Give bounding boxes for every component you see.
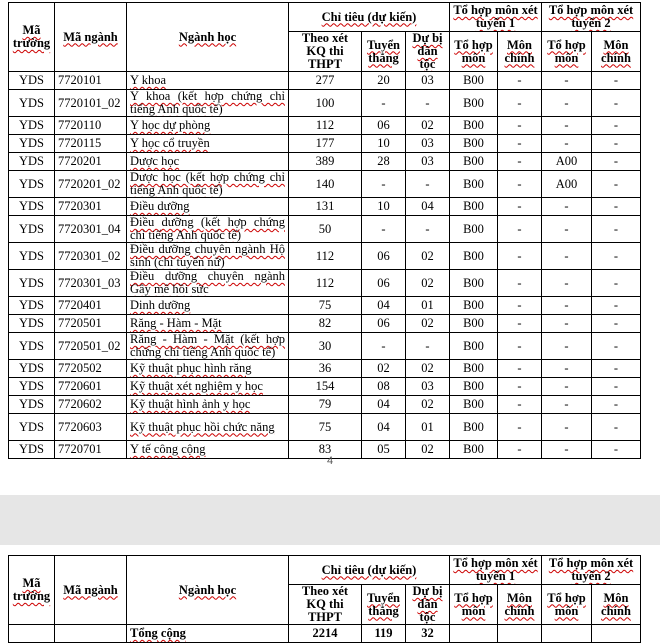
cell-thpt: 82	[289, 315, 362, 333]
cell-mon-chinh-2: -	[592, 117, 641, 135]
cell-tuyen-thang: 05	[362, 441, 406, 459]
cell-du-bi: -	[406, 90, 450, 117]
cell-du-bi: 02	[406, 315, 450, 333]
cell-to-hop-1: B00	[450, 243, 498, 270]
cell-ma-nganh: 7720601	[55, 378, 127, 396]
cell-truong: YDS	[9, 378, 55, 396]
cell-to-hop-2: -	[542, 396, 592, 414]
cell-tuyen-thang: -	[362, 333, 406, 360]
cell-nganh-hoc: Điều dưỡng chuyên ngành Hộ sinh (chỉ tuyển nữ)	[127, 243, 289, 270]
cell-thpt: 50	[289, 216, 362, 243]
cell-ma-nganh: 7720701	[55, 441, 127, 459]
cell-tuyen-thang: 04	[362, 297, 406, 315]
cell-thpt: 277	[289, 72, 362, 90]
header-ma-truong: Mã trường	[9, 3, 55, 72]
cell-mon-chinh-1: -	[498, 171, 542, 198]
cell-thpt: 177	[289, 135, 362, 153]
table-row	[9, 297, 641, 315]
cell-truong: YDS	[9, 243, 55, 270]
cell-nganh-hoc: Răng - Hàm - Mặt	[127, 315, 289, 333]
cell-tuyen-thang: -	[362, 216, 406, 243]
cell-to-hop-1: B00	[450, 135, 498, 153]
cell-truong: YDS	[9, 414, 55, 441]
cell-ma-nganh: 7720301_04	[55, 216, 127, 243]
cell-mon-chinh-2: -	[592, 414, 641, 441]
table-row	[9, 198, 641, 216]
cell-mon-chinh-1: -	[498, 414, 542, 441]
cell-nganh-hoc: Y học dự phòng	[127, 117, 289, 135]
header-mon-chinh-2: Môn chính	[592, 585, 641, 625]
cell-tuyen-thang: 06	[362, 243, 406, 270]
cell-truong: YDS	[9, 171, 55, 198]
header-nganh-hoc: Ngành học	[127, 3, 289, 72]
header-tuyen-thang: Tuyển thẳng	[362, 585, 406, 625]
cell-ma-nganh: 7720602	[55, 396, 127, 414]
cell-truong: YDS	[9, 396, 55, 414]
cell-mon-chinh-1: -	[498, 315, 542, 333]
table-row	[9, 171, 641, 198]
cell-du-bi: 01	[406, 297, 450, 315]
cell-thpt: 75	[289, 297, 362, 315]
cell-tuyen-thang: 20	[362, 72, 406, 90]
cell-to-hop-1: B00	[450, 171, 498, 198]
cell-truong: YDS	[9, 216, 55, 243]
cell-thpt: 154	[289, 378, 362, 396]
cell-thpt: 140	[289, 171, 362, 198]
header-mon-chinh-2: Môn chính	[592, 32, 641, 72]
cell-to-hop-2: A00	[542, 171, 592, 198]
header-chi-tieu: Chỉ tiêu (dự kiến)	[289, 556, 450, 585]
header-to-hop-mon-1: Tổ hợp môn	[450, 585, 498, 625]
cell-du-bi: 03	[406, 378, 450, 396]
cell-nganh-hoc: Điều dưỡng (kết hợp chứng chỉ tiếng Anh quốc tế)	[127, 216, 289, 243]
cell-du-bi: 01	[406, 414, 450, 441]
header-ma-nganh: Mã ngành	[55, 3, 127, 72]
table-row	[9, 90, 641, 117]
cell-truong: YDS	[9, 72, 55, 90]
cell-to-hop-1: B00	[450, 198, 498, 216]
table-row	[9, 414, 641, 441]
header-to-hop-2: Tổ hợp môn xét tuyển 2	[542, 556, 641, 585]
cell-truong: YDS	[9, 90, 55, 117]
header-to-hop-2: Tổ hợp môn xét tuyển 2	[542, 3, 641, 32]
cell-truong: YDS	[9, 315, 55, 333]
total-table	[8, 555, 641, 643]
document-page-2	[0, 545, 660, 640]
cell-ma-nganh: 7720201	[55, 153, 127, 171]
cell-to-hop-2: -	[542, 360, 592, 378]
cell-to-hop-2: -	[542, 90, 592, 117]
cell-ma-nganh: 7720110	[55, 117, 127, 135]
cell-mon-chinh-1: -	[498, 72, 542, 90]
cell-tuyen-thang: 10	[362, 198, 406, 216]
table-row	[9, 333, 641, 360]
cell-ma-nganh: 7720115	[55, 135, 127, 153]
cell-mon-chinh-2: -	[592, 378, 641, 396]
header-mon-chinh-1: Môn chính	[498, 32, 542, 72]
cell-ma-nganh: 7720401	[55, 297, 127, 315]
cell-nganh-hoc: Kỹ thuật phục hình răng	[127, 360, 289, 378]
header-chi-tieu: Chỉ tiêu (dự kiến)	[289, 3, 450, 32]
cell-du-bi: 03	[406, 135, 450, 153]
cell-mon-chinh-2: -	[592, 171, 641, 198]
cell-to-hop-2: A00	[542, 153, 592, 171]
cell-thpt: 30	[289, 333, 362, 360]
cell-truong: YDS	[9, 333, 55, 360]
table-row	[9, 270, 641, 297]
cell-nganh-hoc: Y khoa (kết hợp chứng chỉ tiếng Anh quốc tế)	[127, 90, 289, 117]
cell-du-bi: 02	[406, 396, 450, 414]
cell-nganh-hoc: Kỹ thuật hình ảnh y học	[127, 396, 289, 414]
cell-mon-chinh-1: -	[498, 297, 542, 315]
cell-thpt: 112	[289, 117, 362, 135]
cell-truong: YDS	[9, 198, 55, 216]
cell-to-hop-2: -	[542, 72, 592, 90]
cell-mon-chinh-2: -	[592, 72, 641, 90]
cell-du-bi: 04	[406, 198, 450, 216]
cell-to-hop-2: -	[542, 297, 592, 315]
cell-truong: YDS	[9, 297, 55, 315]
cell-truong: YDS	[9, 360, 55, 378]
cell-tuyen-thang: 06	[362, 117, 406, 135]
table-row	[9, 315, 641, 333]
total-thpt: 2214	[289, 625, 362, 643]
cell-to-hop-1: B00	[450, 270, 498, 297]
cell-mon-chinh-2: -	[592, 198, 641, 216]
cell-thpt: 112	[289, 243, 362, 270]
cell-thpt: 83	[289, 441, 362, 459]
cell-ma-nganh: 7720301	[55, 198, 127, 216]
cell-ma-nganh: 7720603	[55, 414, 127, 441]
cell-thpt: 100	[289, 90, 362, 117]
cell-du-bi: 03	[406, 72, 450, 90]
cell-to-hop-1: B00	[450, 378, 498, 396]
cell-to-hop-2: -	[542, 378, 592, 396]
header-to-hop-1: Tổ hợp môn xét tuyển 1	[450, 3, 542, 32]
cell-to-hop-1: B00	[450, 216, 498, 243]
cell-ma-nganh: 7720501_02	[55, 333, 127, 360]
cell-mon-chinh-1: -	[498, 360, 542, 378]
admission-table	[8, 2, 641, 459]
cell-du-bi: 02	[406, 441, 450, 459]
cell-truong: YDS	[9, 441, 55, 459]
cell-nganh-hoc: Y khoa	[127, 72, 289, 90]
cell-mon-chinh-1: -	[498, 153, 542, 171]
cell-mon-chinh-2: -	[592, 270, 641, 297]
cell-du-bi: 02	[406, 243, 450, 270]
cell-nganh-hoc: Dinh dưỡng	[127, 297, 289, 315]
cell-nganh-hoc: Dược học (kết hợp chứng chỉ tiếng Anh quốc tế)	[127, 171, 289, 198]
total-tuyen-thang: 119	[362, 625, 406, 643]
cell-mon-chinh-2: -	[592, 360, 641, 378]
cell-truong: YDS	[9, 153, 55, 171]
cell-to-hop-2: -	[542, 270, 592, 297]
cell-tuyen-thang: -	[362, 171, 406, 198]
cell-mon-chinh-1: -	[498, 270, 542, 297]
header-ma-nganh: Mã ngành	[55, 556, 127, 625]
cell-to-hop-1: B00	[450, 414, 498, 441]
cell-nganh-hoc: Kỹ thuật xét nghiệm y học	[127, 378, 289, 396]
cell-thpt: 131	[289, 198, 362, 216]
cell-nganh-hoc: Điều dưỡng	[127, 198, 289, 216]
cell-to-hop-2: -	[542, 216, 592, 243]
header-to-hop-mon-2: Tổ hợp môn	[542, 585, 592, 625]
cell-ma-nganh: 7720301_02	[55, 243, 127, 270]
cell-thpt: 75	[289, 414, 362, 441]
cell-mon-chinh-2: -	[592, 216, 641, 243]
total-du-bi: 32	[406, 625, 450, 643]
cell-to-hop-2: -	[542, 117, 592, 135]
header-nganh-hoc: Ngành học	[127, 556, 289, 625]
cell-mon-chinh-1: -	[498, 198, 542, 216]
page-gap	[0, 495, 660, 545]
cell-ma-nganh: 7720201_02	[55, 171, 127, 198]
cell-nganh-hoc: Y tế công cộng	[127, 441, 289, 459]
cell-mon-chinh-2: -	[592, 243, 641, 270]
table-row	[9, 216, 641, 243]
cell-to-hop-1: B00	[450, 333, 498, 360]
cell-mon-chinh-2: -	[592, 153, 641, 171]
header-theo-xet: Theo xét KQ thi THPT	[289, 32, 362, 72]
header-mon-chinh-1: Môn chính	[498, 585, 542, 625]
cell-to-hop-1: B00	[450, 297, 498, 315]
cell-tuyen-thang: 04	[362, 396, 406, 414]
cell-to-hop-1: B00	[450, 441, 498, 459]
cell-tuyen-thang: 06	[362, 270, 406, 297]
cell-mon-chinh-2: -	[592, 396, 641, 414]
cell-mon-chinh-2: -	[592, 333, 641, 360]
cell-to-hop-2: -	[542, 243, 592, 270]
total-label: Tổng cộng	[127, 625, 289, 643]
table-row	[9, 135, 641, 153]
cell-ma-nganh: 7720101_02	[55, 90, 127, 117]
cell-du-bi: -	[406, 171, 450, 198]
table-row	[9, 72, 641, 90]
cell-ma-nganh: 7720501	[55, 315, 127, 333]
header-ma-truong: Mã trường	[9, 556, 55, 625]
cell-nganh-hoc: Y học cổ truyền	[127, 135, 289, 153]
cell-to-hop-1: B00	[450, 315, 498, 333]
cell-to-hop-1: B00	[450, 360, 498, 378]
cell-to-hop-2: -	[542, 198, 592, 216]
table-row	[9, 360, 641, 378]
cell-tuyen-thang: 04	[362, 414, 406, 441]
cell-truong: YDS	[9, 135, 55, 153]
table-body	[9, 72, 641, 459]
cell-thpt: 112	[289, 270, 362, 297]
cell-mon-chinh-2: -	[592, 441, 641, 459]
cell-to-hop-2: -	[542, 315, 592, 333]
cell-nganh-hoc: Điều dưỡng chuyên ngành Gây mê hồi sức	[127, 270, 289, 297]
cell-to-hop-1: B00	[450, 153, 498, 171]
cell-mon-chinh-1: -	[498, 441, 542, 459]
cell-mon-chinh-1: -	[498, 216, 542, 243]
cell-ma-nganh: 7720502	[55, 360, 127, 378]
cell-to-hop-2: -	[542, 135, 592, 153]
cell-to-hop-1: B00	[450, 117, 498, 135]
cell-tuyen-thang: 08	[362, 378, 406, 396]
cell-nganh-hoc: Răng - Hàm - Mặt (kết hợp chứng chỉ tiếng Anh quốc tế)	[127, 333, 289, 360]
cell-truong: YDS	[9, 117, 55, 135]
cell-du-bi: 02	[406, 360, 450, 378]
cell-tuyen-thang: 28	[362, 153, 406, 171]
header-du-bi: Dự bị dân tộc	[406, 32, 450, 72]
cell-to-hop-1: B00	[450, 72, 498, 90]
cell-mon-chinh-2: -	[592, 315, 641, 333]
cell-du-bi: 02	[406, 117, 450, 135]
cell-mon-chinh-1: -	[498, 333, 542, 360]
table-row	[9, 117, 641, 135]
cell-mon-chinh-2: -	[592, 135, 641, 153]
cell-du-bi: 03	[406, 153, 450, 171]
cell-du-bi: -	[406, 216, 450, 243]
cell-mon-chinh-1: -	[498, 378, 542, 396]
cell-mon-chinh-2: -	[592, 90, 641, 117]
page-number: 4	[326, 455, 334, 467]
cell-mon-chinh-1: -	[498, 396, 542, 414]
cell-mon-chinh-1: -	[498, 243, 542, 270]
header-du-bi: Dự bị dân tộc	[406, 585, 450, 625]
cell-tuyen-thang: 10	[362, 135, 406, 153]
cell-to-hop-2: -	[542, 441, 592, 459]
cell-du-bi: 02	[406, 270, 450, 297]
cell-truong: YDS	[9, 270, 55, 297]
cell-ma-nganh: 7720101	[55, 72, 127, 90]
cell-thpt: 79	[289, 396, 362, 414]
cell-nganh-hoc: Kỹ thuật phục hồi chức năng	[127, 414, 289, 441]
header-to-hop-mon-2: Tổ hợp môn	[542, 32, 592, 72]
table-row	[9, 243, 641, 270]
cell-to-hop-2: -	[542, 333, 592, 360]
cell-nganh-hoc: Dược học	[127, 153, 289, 171]
cell-du-bi: -	[406, 333, 450, 360]
cell-ma-nganh: 7720301_03	[55, 270, 127, 297]
cell-tuyen-thang: -	[362, 90, 406, 117]
cell-mon-chinh-1: -	[498, 90, 542, 117]
table-row	[9, 153, 641, 171]
cell-tuyen-thang: 06	[362, 315, 406, 333]
cell-thpt: 36	[289, 360, 362, 378]
cell-to-hop-1: B00	[450, 90, 498, 117]
cell-mon-chinh-1: -	[498, 135, 542, 153]
header-to-hop-1: Tổ hợp môn xét tuyển 1	[450, 556, 542, 585]
cell-mon-chinh-2: -	[592, 297, 641, 315]
header-to-hop-mon-1: Tổ hợp môn	[450, 32, 498, 72]
cell-to-hop-2: -	[542, 414, 592, 441]
table-row	[9, 378, 641, 396]
cell-tuyen-thang: 02	[362, 360, 406, 378]
header-theo-xet: Theo xét KQ thi THPT	[289, 585, 362, 625]
cell-to-hop-1: B00	[450, 396, 498, 414]
cell-mon-chinh-1: -	[498, 117, 542, 135]
cell-thpt: 389	[289, 153, 362, 171]
table-row	[9, 396, 641, 414]
header-tuyen-thang: Tuyển thẳng	[362, 32, 406, 72]
